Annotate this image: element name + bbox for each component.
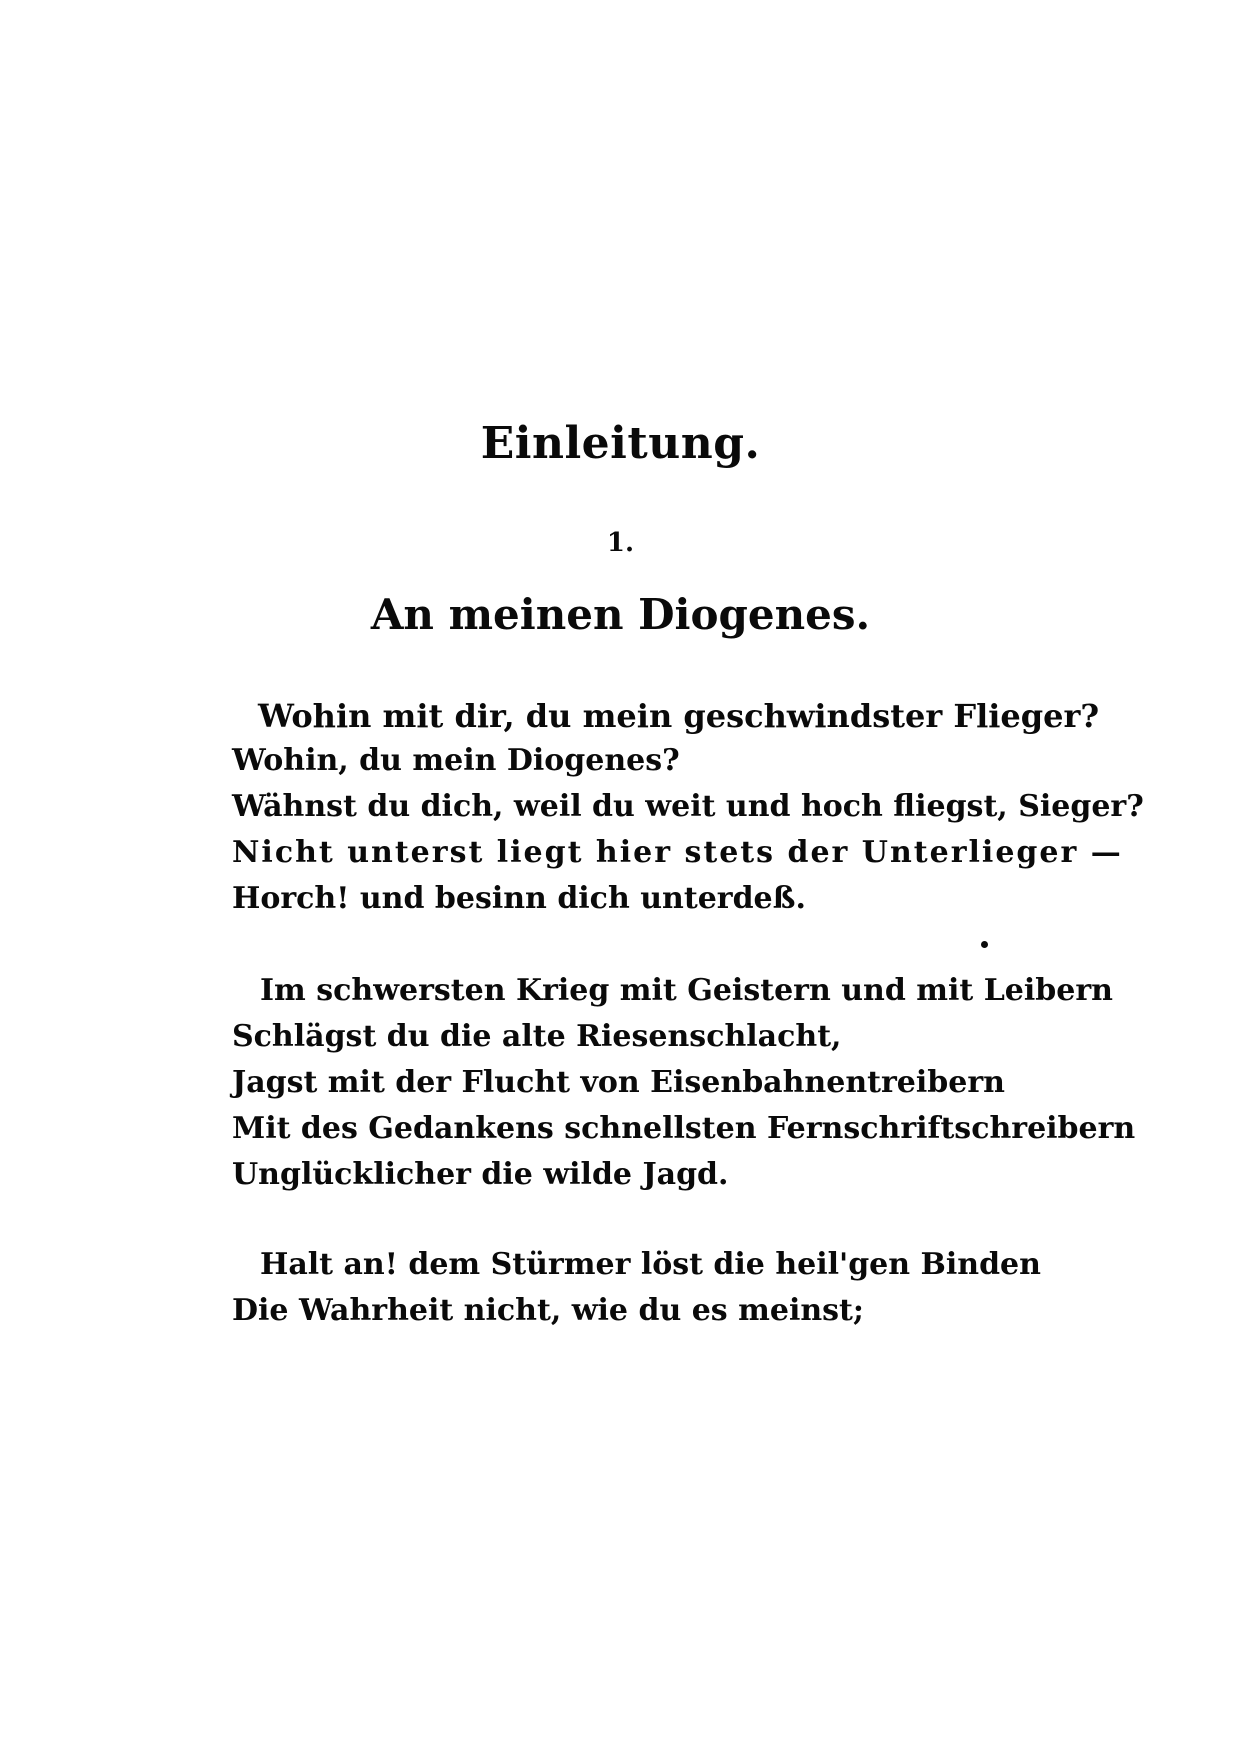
verse-line: Schlägst du die alte Riesenschlacht,	[232, 1019, 842, 1054]
verse-line: Wohin, du mein Diogenes?	[232, 743, 680, 778]
verse-line: Im schwersten Krieg mit Geistern und mit Leibern	[260, 973, 1113, 1008]
verse-line: Unglücklicher die wilde Jagd.	[232, 1157, 729, 1192]
verse-line: Jagst mit der Flucht von Eisenbahnentreibern	[232, 1065, 1005, 1100]
verse-line: Die Wahrheit nicht, wie du es meinst;	[232, 1293, 864, 1328]
section-title: Einleitung.	[480, 418, 761, 469]
verse-line: Mit des Gedankens schnellsten Fernschriftschreibern	[232, 1111, 1136, 1146]
verse-line: Wohin mit dir, du mein geschwindster Flieger?	[258, 697, 1100, 735]
verse-line: Wähnst du dich, weil du weit und hoch fliegst, Sieger?	[232, 789, 1144, 824]
verse-line: Nicht unterst liegt hier stets der Unterlieger —	[232, 835, 1123, 870]
poem-number: 1.	[606, 528, 635, 558]
poem-title: An meinen Diogenes.	[370, 590, 871, 639]
verse-line: Halt an! dem Stürmer löst die heil'gen Binden	[260, 1247, 1041, 1282]
stray-ink-dot	[981, 941, 988, 948]
verse-line: Horch! und besinn dich unterdeß.	[232, 881, 806, 916]
